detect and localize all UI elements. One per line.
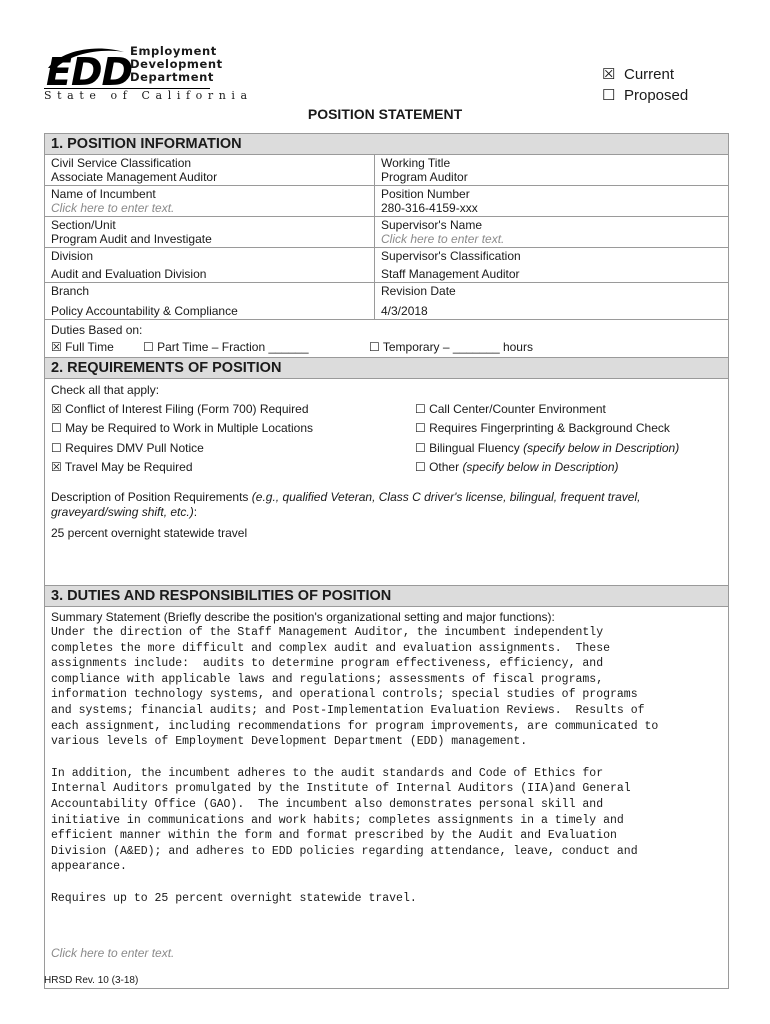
info-row — [45, 155, 728, 186]
call-center-checkbox[interactable]: ☐ Call Center/Counter Environment — [415, 402, 606, 416]
logo-wordmark — [130, 45, 223, 84]
other-checkbox[interactable] — [415, 460, 619, 474]
dmv-pull-notice-checkbox[interactable]: ☐ Requires DMV Pull Notice — [51, 441, 204, 455]
info-row — [45, 186, 728, 217]
section-unit-label: Section/Unit — [51, 218, 116, 232]
duties-paragraph-1[interactable]: Under the direction of the Staff Management Auditor, the incumbent independently completes the more difficult and complex audit and evaluation assignments. These assignments include: audits to determine program effectiveness, efficiency, and compliance with applicable laws and regulations; assessments of fiscal programs, information technology systems, and operational controls; special studies of programs and systems; financial audits; and Post-Implementation Evaluation Reviews. Results of each assignment, including recommendations for program improvements, are communicated to various levels of Employment Development Department (EDD) management. — [51, 626, 659, 749]
section-2-heading: 2. REQUIREMENTS OF POSITION — [45, 358, 728, 379]
division-label: Division — [51, 249, 94, 263]
branch-cell — [45, 283, 375, 319]
proposed-label: Proposed — [624, 87, 689, 104]
duties-paragraph-2[interactable]: In addition, the incumbent adheres to the audit standards and Code of Ethics for Internal Auditors promulgated by the Institute of Internal Auditors (IIA)and General Accountability Office (GAO). The incumbent also demonstrates personal skill and initiative in communications and work habits; completes assignments in a timely and efficient manner within the form and format prescribed by the Audit and Evaluation Division (A&ED); and adheres to EDD policies regarding attendance, leave, conduct and appearance. — [51, 766, 638, 874]
logo-mark: EDD — [46, 50, 133, 94]
other-text: ☐ Other (specify below in Description) — [415, 460, 619, 474]
duties-paragraph-3[interactable]: Requires up to 25 percent overnight statewide travel. — [51, 891, 417, 905]
classification-cell — [45, 155, 375, 185]
bilingual-checkbox[interactable] — [415, 441, 679, 455]
info-row — [45, 248, 728, 283]
logo-line-3: Department — [130, 70, 214, 84]
supervisor-name-field[interactable]: Click here to enter text. — [381, 232, 505, 246]
supervisor-name-label: Supervisor's Name — [381, 218, 482, 232]
checkbox-specify-note: (specify below in Description) — [462, 460, 619, 474]
part-time-checkbox[interactable]: ☐ Part Time – Fraction ______ — [143, 340, 309, 354]
duties-based-label: Duties Based on: — [51, 323, 143, 337]
division-cell — [45, 248, 375, 282]
travel-required-checkbox[interactable]: ☒ Travel May be Required — [51, 460, 193, 474]
division-value[interactable]: Audit and Evaluation Division — [51, 267, 207, 281]
proposed-checkbox[interactable]: ☐ — [602, 87, 616, 104]
info-row — [45, 217, 728, 248]
supervisor-class-cell — [375, 248, 728, 282]
requirements-description-label — [51, 490, 716, 520]
proposed-option[interactable] — [602, 85, 688, 106]
current-checkbox[interactable]: ☒ — [602, 66, 616, 83]
revision-date-value[interactable]: 4/3/2018 — [381, 304, 428, 318]
requirements-checklist — [51, 399, 722, 483]
supervisor-class-value[interactable]: Staff Management Auditor — [381, 267, 520, 281]
conflict-of-interest-checkbox[interactable]: ☒ Conflict of Interest Filing (Form 700) Required — [51, 402, 309, 416]
revision-date-label: Revision Date — [381, 284, 456, 298]
classification-label: Civil Service Classification — [51, 156, 192, 170]
logo-tagline: State of California — [44, 89, 253, 102]
position-number-value[interactable]: 280-316-4159-xxx — [381, 201, 478, 215]
bilingual-text: ☐ Bilingual Fluency (specify below in Description) — [415, 441, 680, 455]
supervisor-name-cell — [375, 217, 728, 247]
incumbent-cell — [45, 186, 375, 216]
logo-line-1: Employment — [130, 44, 217, 58]
description-examples: (e.g., qualified Veteran, Class C driver's license, bilingual, frequent travel, graveyard/swing shift, etc.) — [51, 490, 641, 519]
position-statement-form — [44, 133, 729, 989]
supervisor-class-label: Supervisor's Classification — [381, 249, 521, 263]
temporary-checkbox[interactable]: ☐ Temporary – _______ hours — [369, 340, 533, 354]
branch-label: Branch — [51, 284, 90, 298]
form-revision-footer: HRSD Rev. 10 (3-18) — [44, 975, 139, 986]
section-1-heading: 1. POSITION INFORMATION — [45, 134, 728, 155]
requirements-body — [45, 379, 728, 586]
working-title-cell — [375, 155, 728, 185]
logo-line-2: Development — [130, 57, 223, 71]
working-title-label: Working Title — [381, 156, 451, 170]
summary-statement-label: Summary Statement (Briefly describe the position's organizational setting and major functions): — [51, 610, 555, 624]
current-option[interactable] — [602, 64, 688, 85]
requirements-intro: Check all that apply: — [51, 383, 160, 397]
document-title: POSITION STATEMENT — [307, 106, 463, 122]
info-row — [45, 283, 728, 320]
incumbent-field[interactable]: Click here to enter text. — [51, 201, 175, 215]
duties-based-on — [45, 320, 728, 358]
edd-logo — [44, 44, 253, 104]
status-options — [602, 64, 688, 106]
fingerprinting-checkbox[interactable]: ☐ Requires Fingerprinting & Background Check — [415, 421, 670, 435]
requirements-description-value[interactable]: 25 percent overnight statewide travel — [51, 526, 248, 540]
classification-value[interactable]: Associate Management Auditor — [51, 170, 218, 184]
position-number-label: Position Number — [381, 187, 470, 201]
multiple-locations-checkbox[interactable]: ☐ May be Required to Work in Multiple Locations — [51, 421, 313, 435]
current-label: Current — [624, 66, 675, 83]
section-unit-value[interactable]: Program Audit and Investigate — [51, 232, 212, 246]
section-3-heading: 3. DUTIES AND RESPONSIBILITIES OF POSITION — [45, 586, 728, 607]
checkbox-specify-note: (specify below in Description) — [523, 441, 680, 455]
incumbent-label: Name of Incumbent — [51, 187, 156, 201]
section-unit-cell — [45, 217, 375, 247]
branch-value[interactable]: Policy Accountability & Compliance — [51, 304, 238, 318]
description-colon: : — [193, 505, 198, 519]
duties-placeholder-field[interactable]: Click here to enter text. — [51, 946, 175, 960]
position-number-cell — [375, 186, 728, 216]
working-title-value[interactable]: Program Auditor — [381, 170, 468, 184]
duties-body — [45, 607, 728, 988]
revision-date-cell — [375, 283, 728, 319]
full-time-checkbox[interactable]: ☒ Full Time — [51, 340, 114, 354]
description-label: Description of Position Requirements — [51, 490, 249, 504]
